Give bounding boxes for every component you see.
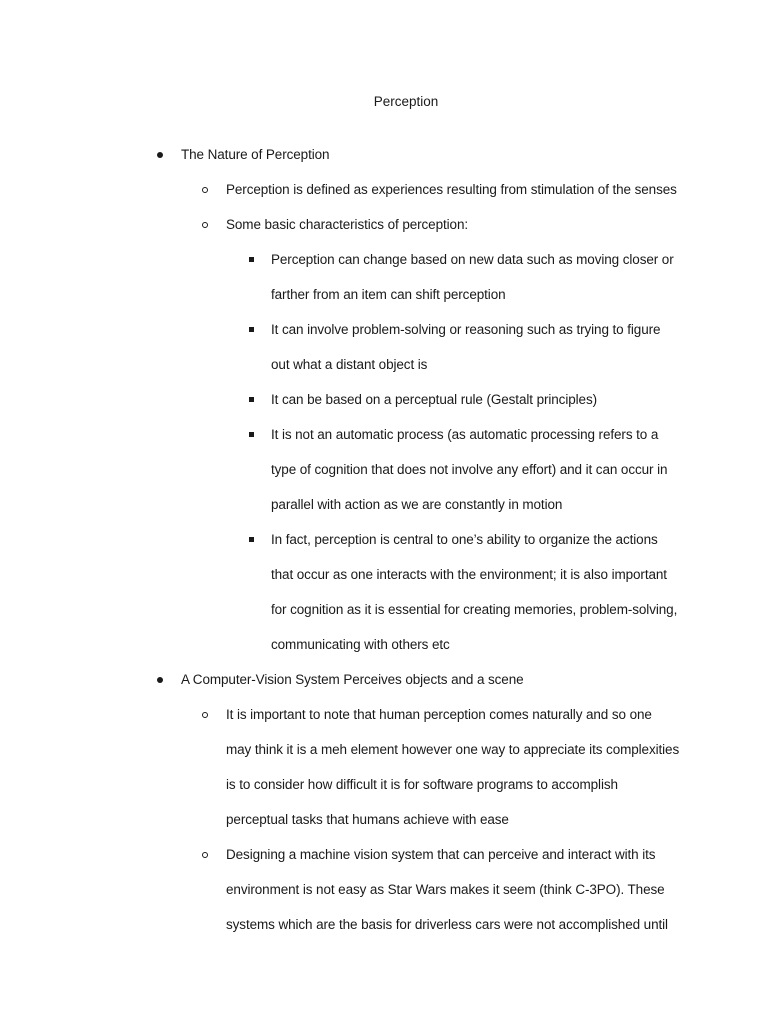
list-item-text: A Computer-Vision System Perceives objects and a scene [181, 672, 524, 687]
list-item-text: In fact, perception is central to one’s ability to organize the actions that occur as one interacts with the environment; it is also important for cognition as it is essential for creating memories, problem-solving, communicating with others etc [271, 532, 678, 652]
list-item-text: It can be based on a perceptual rule (Gestalt principles) [271, 392, 597, 407]
bullet-circle-icon [202, 837, 208, 872]
list-item [0, 522, 768, 662]
list-item [0, 312, 768, 382]
bullet-circle-icon [202, 207, 208, 242]
outline-list [0, 137, 768, 942]
bullet-square-icon [249, 312, 254, 347]
list-item [0, 662, 768, 697]
list-item [0, 382, 768, 417]
page-title: Perception [373, 94, 439, 109]
list-item-text: It can involve problem-solving or reasoning such as trying to figure out what a distant object is [271, 322, 661, 372]
bullet-square-icon [249, 417, 254, 452]
bullet-dot-icon [157, 137, 163, 172]
bullet-square-icon [249, 382, 254, 417]
list-item-text: Perception can change based on new data such as moving closer or farther from an item can shift perception [271, 252, 674, 302]
list-item-text: Perception is defined as experiences resulting from stimulation of the senses [226, 182, 677, 197]
list-item [0, 137, 768, 172]
list-item-text: Designing a machine vision system that can perceive and interact with its environment is not easy as Star Wars makes it seem (think C-3PO). These systems which are the basis for driverless cars were not accomplished until [226, 847, 668, 932]
bullet-circle-icon [202, 172, 208, 207]
list-item [0, 697, 768, 837]
bullet-circle-icon [202, 697, 208, 732]
list-item [0, 242, 768, 312]
list-item [0, 172, 768, 207]
list-item-text: It is not an automatic process (as automatic processing refers to a type of cognition that does not involve any effort) and it can occur in parallel with action as we are constantly in motion [271, 427, 668, 512]
list-item-text: It is important to note that human perception comes naturally and so one may think it is a meh element however one way to appreciate its complexities is to consider how difficult it is for software programs to accomplish perceptual tasks that humans achieve with ease [226, 707, 680, 827]
bullet-square-icon [249, 522, 254, 557]
list-item-text: The Nature of Perception [181, 147, 330, 162]
bullet-square-icon [249, 242, 254, 277]
list-item [0, 417, 768, 522]
bullet-dot-icon [157, 662, 163, 697]
list-item-text: Some basic characteristics of perception: [226, 217, 469, 232]
list-item [0, 837, 768, 942]
list-item [0, 207, 768, 242]
